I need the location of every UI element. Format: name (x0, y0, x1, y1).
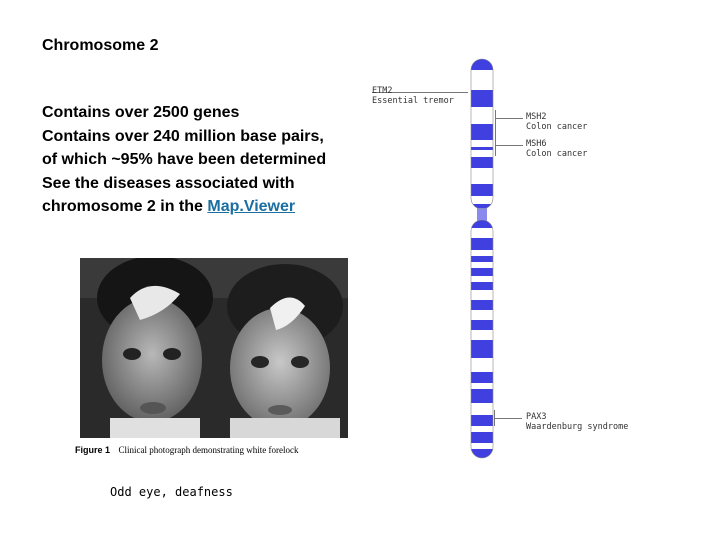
photo-illustration (80, 258, 348, 438)
clinical-photograph (80, 258, 348, 438)
gene-label-msh2 (526, 112, 587, 132)
gene-symbol: MSH6 (526, 139, 547, 149)
q-arm (470, 218, 494, 460)
phenotype-note: Odd eye, deafness (110, 485, 233, 499)
bullet-base-pairs: Contains over 240 million base pairs, of which ~95% have been determined (42, 127, 327, 168)
gene-symbol: ETM2 (372, 86, 393, 96)
figure-label: Figure 1 (75, 445, 111, 455)
gene-symbol: MSH2 (526, 112, 547, 122)
gene-label-etm2 (372, 86, 454, 106)
bullet-map-viewer (42, 172, 342, 219)
gene-label-pax3 (526, 412, 628, 432)
msh2-leader (495, 118, 523, 119)
figure-caption-text: Clinical photograph demonstrating white forelock (118, 445, 299, 455)
chromosome-ideogram (470, 58, 494, 460)
pax3-leader (494, 418, 522, 419)
gene-symbol: PAX3 (526, 412, 547, 422)
gene-label-msh6 (526, 139, 587, 159)
gene-disease: Waardenburg syndrome (526, 422, 629, 432)
bullet-list (42, 101, 342, 219)
centromere (477, 208, 487, 221)
slide-title: Chromosome 2 (42, 37, 159, 54)
msh-bracket (495, 110, 496, 156)
p-arm (470, 58, 494, 210)
gene-disease: Colon cancer (526, 149, 588, 159)
msh6-leader (495, 145, 523, 146)
figure-caption (75, 445, 365, 455)
gene-disease: Essential tremor (372, 96, 454, 106)
gene-disease: Colon cancer (526, 122, 588, 132)
map-viewer-link[interactable]: Map.Viewer (207, 198, 296, 215)
bullet-map-viewer-text: See the diseases associated with chromosome 2 in the (42, 174, 295, 215)
bullet-gene-count: Contains over 2500 genes (42, 104, 240, 121)
